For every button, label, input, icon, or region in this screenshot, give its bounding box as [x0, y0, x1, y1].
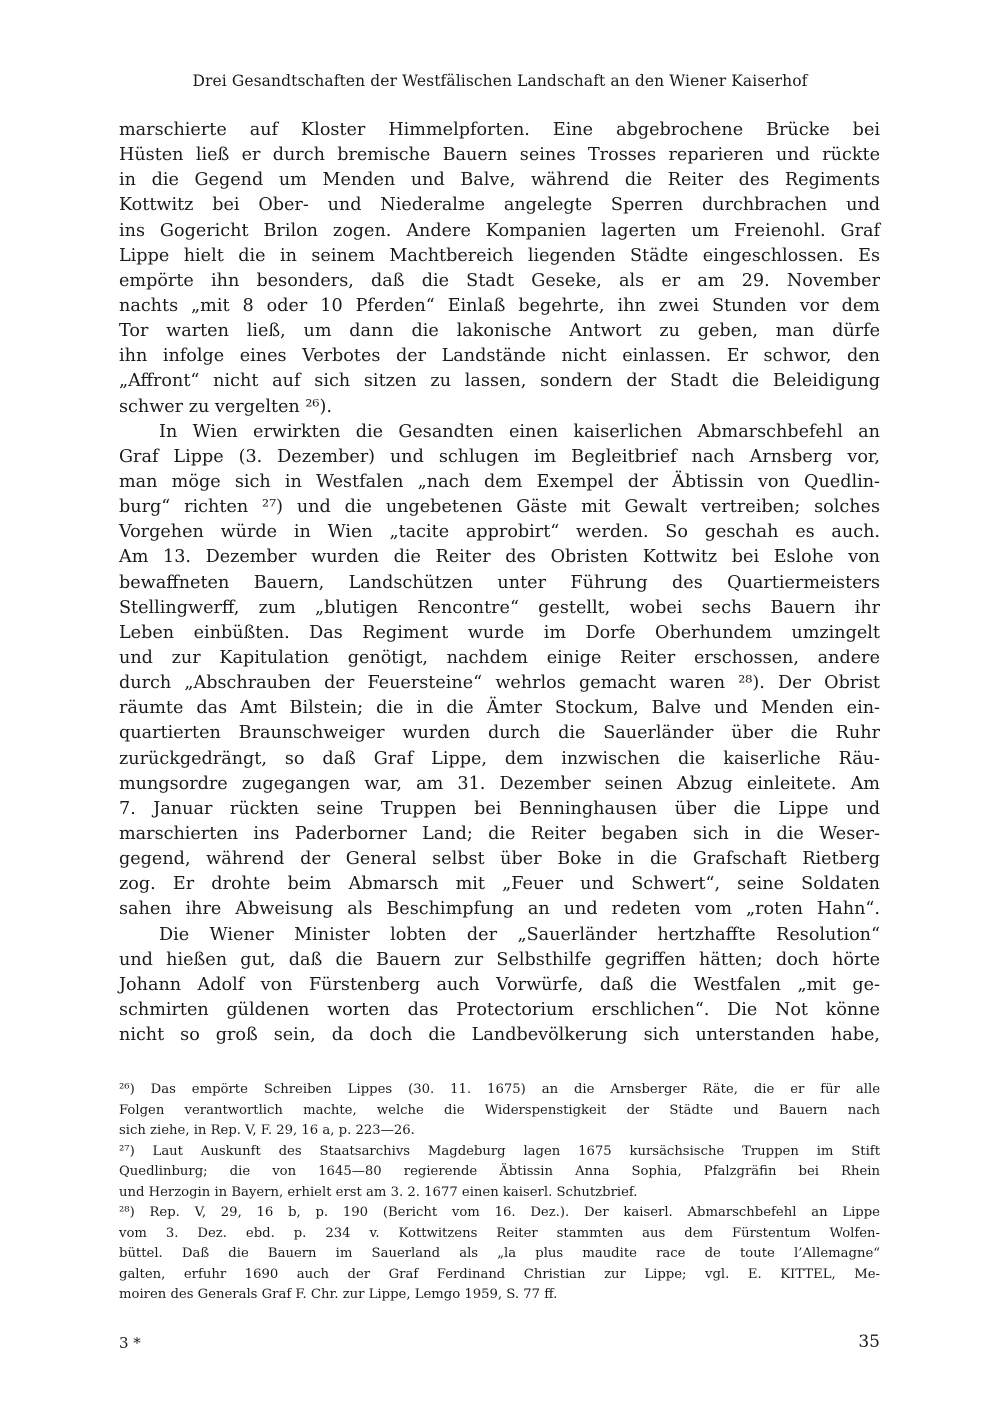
footnote-line: ²⁶) Das empörte Schreiben Lippes (30. 11. 1675) an die Arnsberger Räte, die er für alle	[119, 1082, 880, 1097]
body-line: räumte das Amt Bilstein; die in die Ämter Stockum, Balve und Menden ein-	[119, 698, 880, 719]
footnote-line: ²⁷) Laut Auskunft des Staatsarchivs Magdeburg lagen 1675 kursächsische Truppen im Stift	[119, 1143, 880, 1159]
body-line: schmirten güldenen worten das Protectorium erschlichen“. Die Not könne	[119, 999, 880, 1020]
body-line: marschierten ins Paderborner Land; die Reiter begaben sich in die Weser-	[119, 823, 880, 844]
body-line: Leben einbüßten. Das Regiment wurde im Dorfe Oberhundem umzingelt	[119, 622, 880, 643]
body-line: und hießen gut, daß die Bauern zur Selbsthilfe gegriffen hätten; doch hörte	[119, 949, 880, 970]
footnote-line: vom 3. Dez. ebd. p. 234 v. Kottwitzens Reiter stammten aus dem Fürstentum Wolfen-	[119, 1225, 880, 1241]
body-line: Am 13. Dezember wurden die Reiter des Obristen Kottwitz bei Eslohe von	[119, 547, 880, 568]
footnote-line: sich ziehe, in Rep. V, F. 29, 16 a, p. 223—26.	[119, 1123, 415, 1138]
body-line: und zur Kapitulation genötigt, nachdem einige Reiter erschossen, andere	[119, 647, 880, 668]
body-line: nachts „mit 8 oder 10 Pferden“ Einlaß begehrte, ihn zwei Stunden vor dem	[119, 295, 880, 316]
footnote-line: moiren des Generals Graf F. Chr. zur Lippe, Lemgo 1959, S. 77 ff.	[119, 1287, 558, 1302]
body-line: zurückgedrängt, so daß Graf Lippe, dem inzwischen die kaiserliche Räu-	[119, 748, 880, 769]
body-line: Hüsten ließ er durch bremische Bauern seines Trosses reparieren und rückte	[119, 145, 880, 166]
body-line: Vorgehen würde in Wien „tacite approbirt“ werden. So geschah es auch.	[119, 522, 880, 543]
body-line: schwer zu vergelten ²⁶).	[119, 396, 332, 417]
running-head: Drei Gesandtschaften der Westfälischen Landschaft an den Wiener Kaiserhof	[192, 72, 808, 90]
body-line: durch „Abschrauben der Feuersteine“ wehrlos gemacht waren ²⁸). Der Obrist	[119, 673, 880, 694]
body-line: nicht so groß sein, da doch die Landbevölkerung sich unterstanden habe,	[119, 1025, 880, 1046]
body-line: marschierte auf Kloster Himmelpforten. Eine abgebrochene Brücke bei	[119, 120, 880, 140]
body-line: Johann Adolf von Fürstenberg auch Vorwürfe, daß die Westfalen „mit ge-	[119, 974, 880, 995]
body-line: man möge sich in Westfalen „nach dem Exempel der Äbtissin von Quedlin-	[119, 471, 880, 492]
footnote-line: Quedlinburg; die von 1645—80 regierende Äbtissin Anna Sophia, Pfalzgräfin bei Rhein	[119, 1164, 880, 1179]
body-line: burg“ richten ²⁷) und die ungebetenen Gäste mit Gewalt vertreiben; solches	[119, 497, 880, 518]
body-line: zog. Er drohte beim Abmarsch mit „Feuer und Schwert“, seine Soldaten	[119, 874, 880, 895]
footnote-line: Folgen verantwortlich machte, welche die Widerspenstigkeit der Städte und Bauern nach	[119, 1102, 880, 1118]
footnotes	[119, 1080, 880, 1306]
footnote-line: und Herzogin in Bayern, erhielt erst am 3. 2. 1677 einen kaiserl. Schutzbrief.	[119, 1184, 638, 1200]
footnote-line: galten, erfuhr 1690 auch der Graf Ferdinand Christian zur Lippe; vgl. E. KITTEL, Me-	[119, 1266, 880, 1282]
body-line: quartierten Braunschweiger wurden durch die Sauerländer über die Ruhr	[119, 723, 880, 744]
body-line: Lippe hielt die in seinem Machtbereich liegenden Städte eingeschlossen. Es	[119, 245, 880, 266]
body-line: gegend, während der General selbst über Boke in die Grafschaft Rietberg	[119, 849, 880, 870]
body-line: Graf Lippe (3. Dezember) und schlugen im Begleitbrief nach Arnsberg vor,	[119, 446, 880, 467]
body-text	[119, 118, 880, 1048]
body-line: mungsordre zugegangen war, am 31. Dezember seinen Abzug einleitete. Am	[119, 773, 880, 794]
body-line: Die Wiener Minister lobten der „Sauerländer hertzhaffte Resolution“	[159, 924, 880, 945]
body-line: empörte ihn besonders, daß die Stadt Geseke, als er am 29. November	[119, 270, 880, 291]
body-line: 7. Januar rückten seine Truppen bei Benninghausen über die Lippe und	[119, 798, 880, 819]
body-line: „Affront“ nicht auf sich sitzen zu lassen, sondern der Stadt die Beleidigung	[119, 371, 880, 392]
body-line: ihn infolge eines Verbotes der Landstände nicht einlassen. Er schwor, den	[119, 346, 880, 367]
body-line: bewaffneten Bauern, Landschützen unter Führung des Quartiermeisters	[119, 572, 880, 593]
page-number: 35	[858, 1332, 880, 1352]
body-line: Stellingwerff, zum „blutigen Rencontre“ gestellt, wobei sechs Bauern ihr	[119, 597, 880, 618]
signature-mark: 3 *	[119, 1334, 141, 1352]
footnote-line: büttel. Daß die Bauern im Sauerland als „la plus maudite race de toute l’Allemagne“	[119, 1246, 880, 1261]
body-line: Kottwitz bei Ober- und Niederalme angelegte Sperren durchbrachen und	[119, 195, 880, 216]
footnote-line: ²⁸) Rep. V, 29, 16 b, p. 190 (Bericht vom 16. Dez.). Der kaiserl. Abmarschbefehl an Lippe	[119, 1205, 880, 1220]
body-line: Tor warten ließ, um dann die lakonische Antwort zu geben, man dürfe	[119, 321, 880, 342]
body-line: in die Gegend um Menden und Balve, während die Reiter des Regiments	[119, 170, 880, 191]
body-line: ins Gogericht Brilon zogen. Andere Kompanien lagerten um Freienohl. Graf	[119, 220, 880, 241]
body-line: sahen ihre Abweisung als Beschimpfung an und redeten vom „roten Hahn“.	[119, 899, 880, 920]
body-line: In Wien erwirkten die Gesandten einen kaiserlichen Abmarschbefehl an	[159, 421, 880, 442]
